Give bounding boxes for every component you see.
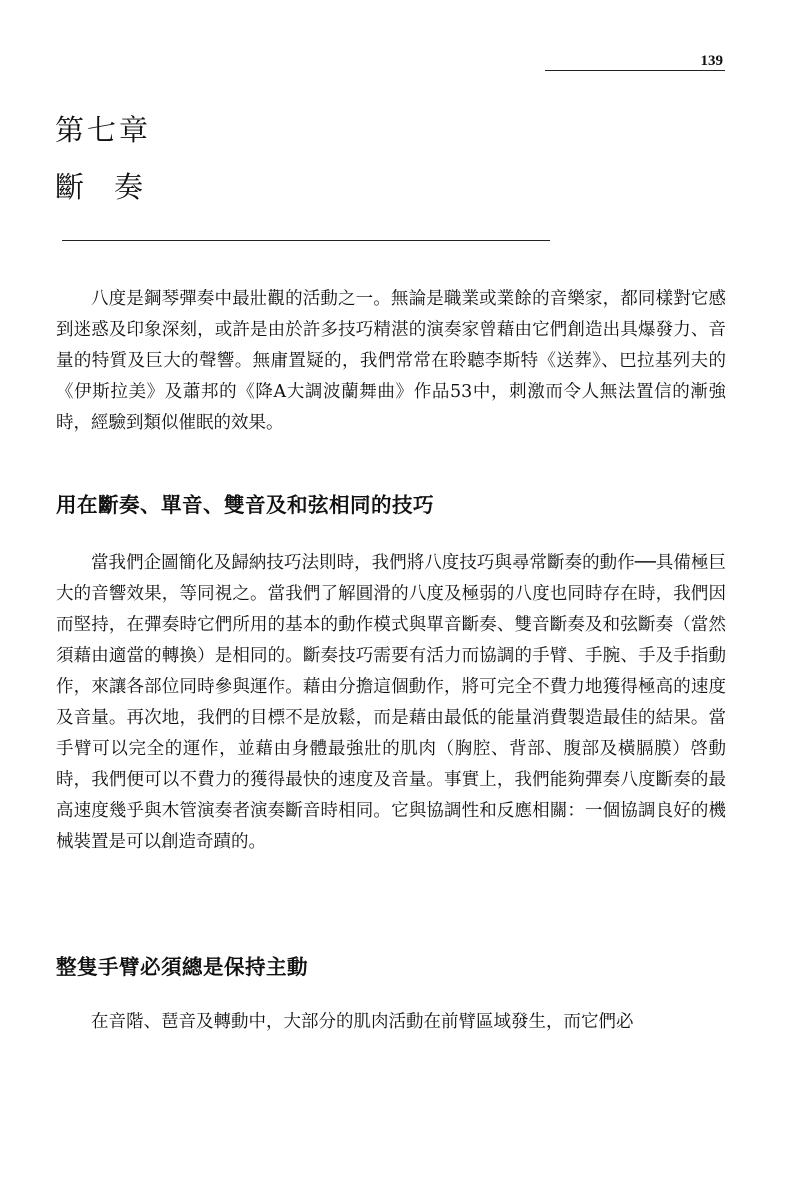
section-heading-2: 整隻手臂必須總是保持主動: [56, 955, 308, 979]
body-paragraph-1: 八度是鋼琴彈奏中最壯觀的活動之一。無論是職業或業餘的音樂家，都同樣對它感到迷惑及印象深刻，或許是由於許多技巧精湛的演奏家曾藉由它們創造出具爆發力、音量的特質及巨大的聲響。無庸置疑的，我們常常在聆聽李斯特《送葬》、巴拉基列夫的《伊斯拉美》及蕭邦的《降A大調波蘭舞曲》作品53中，刺激而令人無法置信的漸強時，經驗到類似催眠的效果。: [56, 289, 726, 433]
chapter-label: 第七章: [55, 113, 152, 147]
header-rule: [545, 70, 725, 71]
body-paragraph-2: 當我們企圖簡化及歸納技巧法則時，我們將八度技巧與尋常斷奏的動作──具備極巨大的音響效果，等同視之。當我們了解圓滑的八度及極弱的八度也同時存在時，我們因而堅持，在彈奏時它們所用的基本的動作模式與單音斷奏、雙音斷奏及和弦斷奏（當然須藉由適當的轉換）是相同的。斷奏技巧需要有活力而協調的手臂、手腕、手及手指動作，來讓各部位同時參與運作。藉由分擔這個動作，將可完全不費力地獲得極高的速度及音量。再次地，我們的目標不是放鬆，而是藉由最低的能量消費製造最佳的結果。當手臂可以完全的運作，並藉由身體最強壯的肌肉（胸腔、背部、腹部及橫膈膜）啓動時，我們便可以不費力的獲得最快的速度及音量。事實上，我們能夠彈奏八度斷奏的最高速度幾乎與木管演奏者演奏斷音時相同。它與協調性和反應相關：一個協調良好的機械裝置是可以創造奇蹟的。: [56, 553, 726, 852]
page-number: 139: [700, 53, 723, 69]
section-heading-1: 用在斷奏、單音、雙音及和弦相同的技巧: [56, 493, 434, 517]
title-divider: [62, 240, 550, 241]
chapter-title: 斷奏: [55, 170, 174, 204]
body-paragraph-3: 在音階、琶音及轉動中，大部分的肌肉活動在前臂區域發生，而它們必: [91, 1012, 634, 1032]
